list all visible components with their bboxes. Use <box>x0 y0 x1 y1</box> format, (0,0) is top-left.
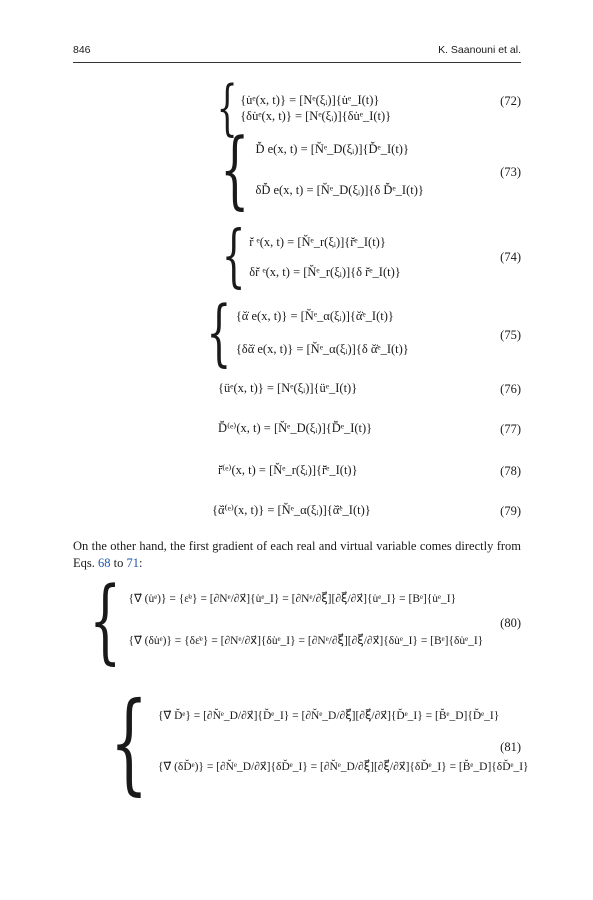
equation-row: {∇⃗ D̆ᵉ} = [∂N̆ᵉ_D/∂x⃗]{D̆ᵉ_I} = [∂N̆ᵉ_D/∂ξ⃗][∂ξ⃗/∂x⃗]{D̆ᵉ_I} = [B̆ᵉ_D]{D̆ᵉ_I} <box>158 709 500 722</box>
equation-row: {∇⃗ (δD̆ᵉ)} = [∂N̆ᵉ_D/∂x⃗]{δD̆ᵉ_I} = [∂N̆ᵉ_D/∂ξ⃗][∂ξ⃗/∂x⃗]{δD̆ᵉ_I} = [B̆ᵉ_D]{δD̆ᵉ_I} <box>158 761 529 773</box>
equation-row: {u̇ᵉ(x, t)} = [Nᵉ(ξᵢ)]{u̇ᵉ_I(t)} <box>240 92 380 107</box>
page-number: 846 <box>73 44 91 56</box>
equation-row: {ᾰ̈⁽ᵉ⁾(x, t)} = [N̆ᵉ_α(ξᵢ)]{ᾰ̈ᵉ_I(t)} <box>212 503 371 517</box>
equation-row: r̆̈⁽ᵉ⁾(x, t) = [N̆ᵉ_r(ξᵢ)]{r̆̈ᵉ_I(t)} <box>218 463 358 477</box>
equation-77 <box>0 418 593 442</box>
equation-74: { r̆̇ ᵉ(x, t) = [N̆ᵉ_r(ξᵢ)]{r̆̇ᵉ_I(t)} δr̆̇ ᵉ(x, t) = [N̆ᵉ_r(ξᵢ)]{δ r̆̇ᵉ_I(t)} (74) <box>221 217 521 296</box>
equation-row: D̆̇ e(x, t) = [N̆ᵉ_D(ξᵢ)]{D̆̇ᵉ_I(t)} <box>255 142 409 157</box>
equation-75: { {ᾰ̇ e(x, t)} = [N̆ᵉ_α(ξᵢ)]{ᾰ̇ᵉ_I(t)} {δᾰ̇ e(x, t)} = [N̆ᵉ_α(ξᵢ)]{δ ᾰ̇ᵉ_I(t)} (75) <box>206 290 521 374</box>
equation-number: (79) <box>500 504 521 518</box>
header-rule <box>73 62 521 63</box>
equation-number: (75) <box>500 328 521 342</box>
author-running-head: K. Saanouni et al. <box>438 44 521 56</box>
running-header <box>73 44 521 56</box>
equation-81: { {∇⃗ D̆ᵉ} = [∂N̆ᵉ_D/∂x⃗]{D̆ᵉ_I} = [∂N̆ᵉ_D/∂ξ⃗][∂ξ⃗/∂x⃗]{D̆ᵉ_I} = [B̆ᵉ_D]{D̆ᵉ_I} {∇⃗ (δD̆ᵉ)} = [∂N̆ᵉ_D/∂x⃗]{δD̆ᵉ_I} = [∂N̆ᵉ_D/∂ξ⃗][∂ξ⃗/∂x⃗]{δD̆ᵉ_I} = [B̆ᵉ_D]{δD̆ᵉ_I} (81) <box>109 678 529 806</box>
equation-73: { D̆̇ e(x, t) = [N̆ᵉ_D(ξᵢ)]{D̆̇ᵉ_I(t)} δD̆̇ e(x, t) = [N̆ᵉ_D(ξᵢ)]{δ D̆̇ᵉ_I(t)} (73) <box>220 120 521 218</box>
equation-row: {∇⃗ (u̇ᵉ)} = {ε̇ᵉ} = [∂Nᵉ/∂x⃗]{u̇ᵉ_I} = [∂Nᵉ/∂ξ⃗][∂ξ⃗/∂x⃗]{u̇ᵉ_I} = [Bᵉ]{u̇ᵉ_I} <box>128 593 457 606</box>
equation-80: { {∇⃗ (u̇ᵉ)} = {ε̇ᵉ} = [∂Nᵉ/∂x⃗]{u̇ᵉ_I} = [∂Nᵉ/∂ξ⃗][∂ξ⃗/∂x⃗]{u̇ᵉ_I} = [Bᵉ]{u̇ᵉ_I} {∇⃗ (δu̇ᵉ)} = {δε̇ᵉ} = [∂Nᵉ/∂x⃗]{δu̇ᵉ_I} = [∂Nᵉ/∂ξ⃗][∂ξ⃗/∂x⃗]{δu̇ᵉ_I} = [Bᵉ]{δu̇ᵉ_I} (80) <box>89 567 521 674</box>
equation-row: δr̆̇ ᵉ(x, t) = [N̆ᵉ_r(ξᵢ)]{δ r̆̇ᵉ_I(t)} <box>249 265 401 280</box>
equation-number: (78) <box>500 464 521 478</box>
equation-row: δD̆̇ e(x, t) = [N̆ᵉ_D(ξᵢ)]{δ D̆̇ᵉ_I(t)} <box>255 182 424 197</box>
equation-row: {δᾰ̇ e(x, t)} = [N̆ᵉ_α(ξᵢ)]{δ ᾰ̇ᵉ_I(t)} <box>235 341 409 356</box>
equation-link-71[interactable]: 71 <box>126 556 139 570</box>
equation-78 <box>0 460 593 484</box>
equation-number: (80) <box>500 616 521 630</box>
equation-link-68[interactable]: 68 <box>98 556 111 570</box>
equation-row: D̆̈⁽ᵉ⁾(x, t) = [N̆ᵉ_D(ξᵢ)]{D̆̈ᵉ_I(t)} <box>218 421 373 435</box>
body-paragraph: On the other hand, the first gradient of each real and virtual variable comes directly from Eqs. 68 to 71: <box>73 539 521 570</box>
equation-number: (73) <box>500 165 521 179</box>
equation-row: {ᾰ̇ e(x, t)} = [N̆ᵉ_α(ξᵢ)]{ᾰ̇ᵉ_I(t)} <box>235 309 394 324</box>
equation-72: { {u̇ᵉ(x, t)} = [Nᵉ(ξᵢ)]{u̇ᵉ_I(t)} {δu̇ᵉ(x, t)} = [Nᵉ(ξᵢ)]{δu̇ᵉ_I(t)} (72) <box>216 73 521 143</box>
equation-number: (74) <box>500 250 521 264</box>
equation-number: (76) <box>500 382 521 396</box>
equation-76 <box>0 380 593 400</box>
equation-row: {∇⃗ (δu̇ᵉ)} = {δε̇ᵉ} = [∂Nᵉ/∂x⃗]{δu̇ᵉ_I} = [∂Nᵉ/∂ξ⃗][∂ξ⃗/∂x⃗]{δu̇ᵉ_I} = [Bᵉ]{δu̇ᵉ_I} <box>128 634 484 647</box>
equation-79 <box>0 500 593 524</box>
equation-number: (77) <box>500 422 521 436</box>
equation-number: (72) <box>500 94 521 108</box>
equation-row: r̆̇ ᵉ(x, t) = [N̆ᵉ_r(ξᵢ)]{r̆̇ᵉ_I(t)} <box>249 234 386 249</box>
equation-row: {üᵉ(x, t)} = [Nᵉ(ξᵢ)]{üᵉ_I(t)} <box>218 381 358 395</box>
equation-number: (81) <box>500 740 521 754</box>
equation-row: {δu̇ᵉ(x, t)} = [Nᵉ(ξᵢ)]{δu̇ᵉ_I(t)} <box>240 109 392 123</box>
